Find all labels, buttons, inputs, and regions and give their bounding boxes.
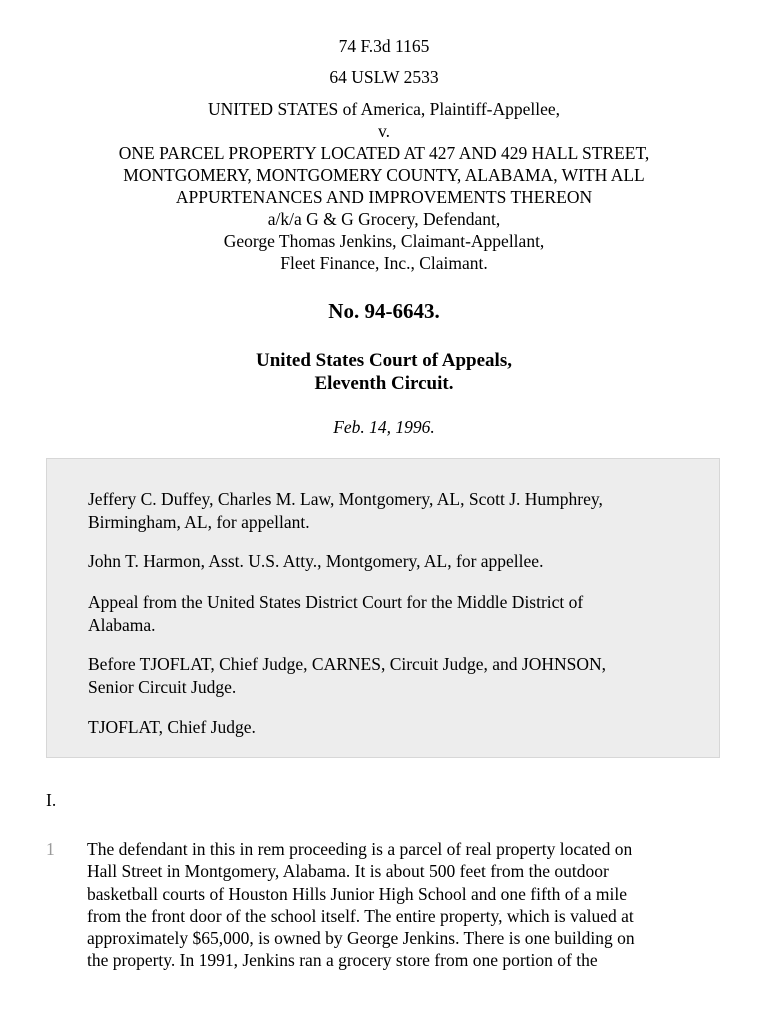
paragraph-line: basketball courts of Houston Hills Junior High School and one fifth of a mile [87, 883, 627, 904]
court-circuit-line: Eleventh Circuit. [314, 373, 454, 394]
section-heading: I. [46, 790, 57, 810]
caption-defendant-line: APPURTENANCES AND IMPROVEMENTS THEREON [175, 187, 593, 207]
panel-line: Senior Circuit Judge. [88, 677, 237, 697]
opinion-author [88, 716, 698, 739]
appeal-line: Appeal from the United States District Court for the Middle District of [88, 592, 584, 612]
decision-date: Feb. 14, 1996. [333, 417, 435, 437]
caption-claimant-appellant: George Thomas Jenkins, Claimant-Appellant, [223, 231, 545, 251]
panel-judges [88, 653, 698, 699]
counsel-appellee [88, 550, 698, 573]
opinion-paragraph [87, 838, 727, 972]
paragraph-line: The defendant in this in rem proceeding is a parcel of real property located on [87, 839, 633, 859]
counsel-box [46, 458, 720, 758]
caption-versus: v. [378, 121, 390, 141]
author-line: TJOFLAT, Chief Judge. [88, 717, 256, 737]
paragraph-number: 1 [46, 839, 55, 859]
caption-defendant-line: ONE PARCEL PROPERTY LOCATED AT 427 AND 429 HALL STREET, [118, 143, 650, 163]
counsel-line: Birmingham, AL, for appellant. [88, 512, 310, 532]
docket-number: No. 94-6643. [328, 299, 440, 323]
counsel-line: Jeffery C. Duffey, Charles M. Law, Montgomery, AL, Scott J. Humphrey, [88, 489, 603, 509]
caption-defendant-aka: a/k/a G & G Grocery, Defendant, [267, 209, 501, 229]
caption-defendant-line: MONTGOMERY, MONTGOMERY COUNTY, ALABAMA, WITH ALL [123, 165, 645, 185]
caption-plaintiff: UNITED STATES of America, Plaintiff-Appellee, [207, 99, 561, 119]
paragraph-line: Hall Street in Montgomery, Alabama. It is about 500 feet from the outdoor [87, 861, 609, 882]
appeal-origin [88, 591, 698, 637]
counsel-appellant [88, 488, 698, 534]
caption-claimant: Fleet Finance, Inc., Claimant. [280, 253, 488, 273]
court-name-line: United States Court of Appeals, [256, 350, 512, 371]
paragraph-line: approximately $65,000, is owned by George Jenkins. There is one building on [87, 928, 635, 949]
panel-line: Before TJOFLAT, Chief Judge, CARNES, Circuit Judge, and JOHNSON, [88, 654, 607, 674]
citation-reporter: 74 F.3d 1165 [338, 36, 430, 56]
counsel-line: John T. Harmon, Asst. U.S. Atty., Montgomery, AL, for appellee. [88, 551, 544, 571]
citation-uslw: 64 USLW 2533 [329, 67, 439, 87]
paragraph-line: from the front door of the school itself. The entire property, which is valued at [87, 905, 634, 926]
appeal-line: Alabama. [88, 615, 156, 635]
paragraph-line: the property. In 1991, Jenkins ran a grocery store from one portion of the [87, 950, 598, 971]
